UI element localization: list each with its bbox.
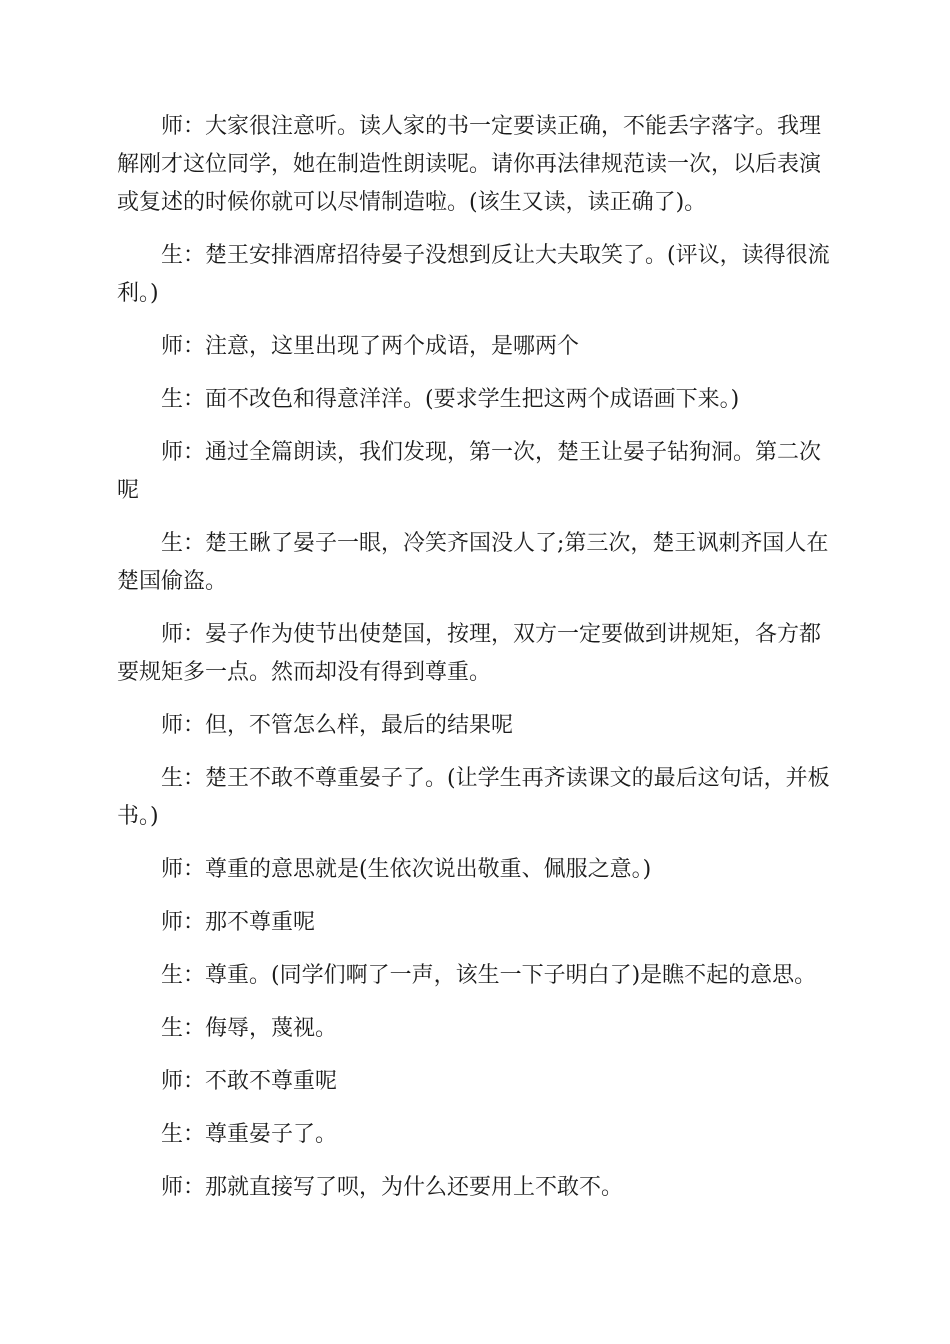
paragraph-2: 生：楚王安排酒席招待晏子没想到反让大夫取笑了。(评议，读得很流利。) (117, 243, 830, 306)
paragraph-1: 师：大家很注意听。读人家的书一定要读正确，不能丢字落字。我理解刚才这位同学，她在制造性朗读呢。请你再法律规范读一次，以后表演或复述的时候你就可以尽情制造啦。(该生又读，读正确了)。 (117, 114, 822, 215)
paragraph-6: 生：楚王瞅了晏子一眼，冷笑齐国没人了;第三次，楚王讽刺齐国人在楚国偷盗。 (117, 531, 829, 594)
paragraph-11: 师：那不尊重呢 (161, 910, 316, 935)
paragraph-16: 师：那就直接写了呗，为什么还要用上不敢不。 (161, 1175, 624, 1200)
paragraph-9: 生：楚王不敢不尊重晏子了。(让学生再齐读课文的最后这句话，并板书。) (117, 766, 830, 829)
paragraph-10: 师：尊重的意思就是(生依次说出敬重、佩服之意。) (161, 857, 652, 882)
paragraph-14: 师：不敢不尊重呢 (161, 1069, 338, 1094)
paragraph-8: 师：但，不管怎么样，最后的结果呢 (161, 713, 514, 738)
paragraph-12: 生：尊重。(同学们啊了一声，该生一下子明白了)是瞧不起的意思。 (161, 963, 817, 988)
paragraph-3: 师：注意，这里出现了两个成语，是哪两个 (161, 334, 580, 359)
document-body (117, 108, 837, 1222)
paragraph-5: 师：通过全篇朗读，我们发现，第一次，楚王让晏子钻狗洞。第二次呢 (117, 440, 822, 503)
paragraph-4: 生：面不改色和得意洋洋。(要求学生把这两个成语画下来。) (161, 387, 740, 412)
paragraph-15: 生：尊重晏子了。 (161, 1122, 338, 1147)
paragraph-7: 师：晏子作为使节出使楚国，按理，双方一定要做到讲规矩，各方都要规矩多一点。然而却没有得到尊重。 (117, 622, 822, 685)
paragraph-13: 生：侮辱，蔑视。 (161, 1016, 338, 1041)
